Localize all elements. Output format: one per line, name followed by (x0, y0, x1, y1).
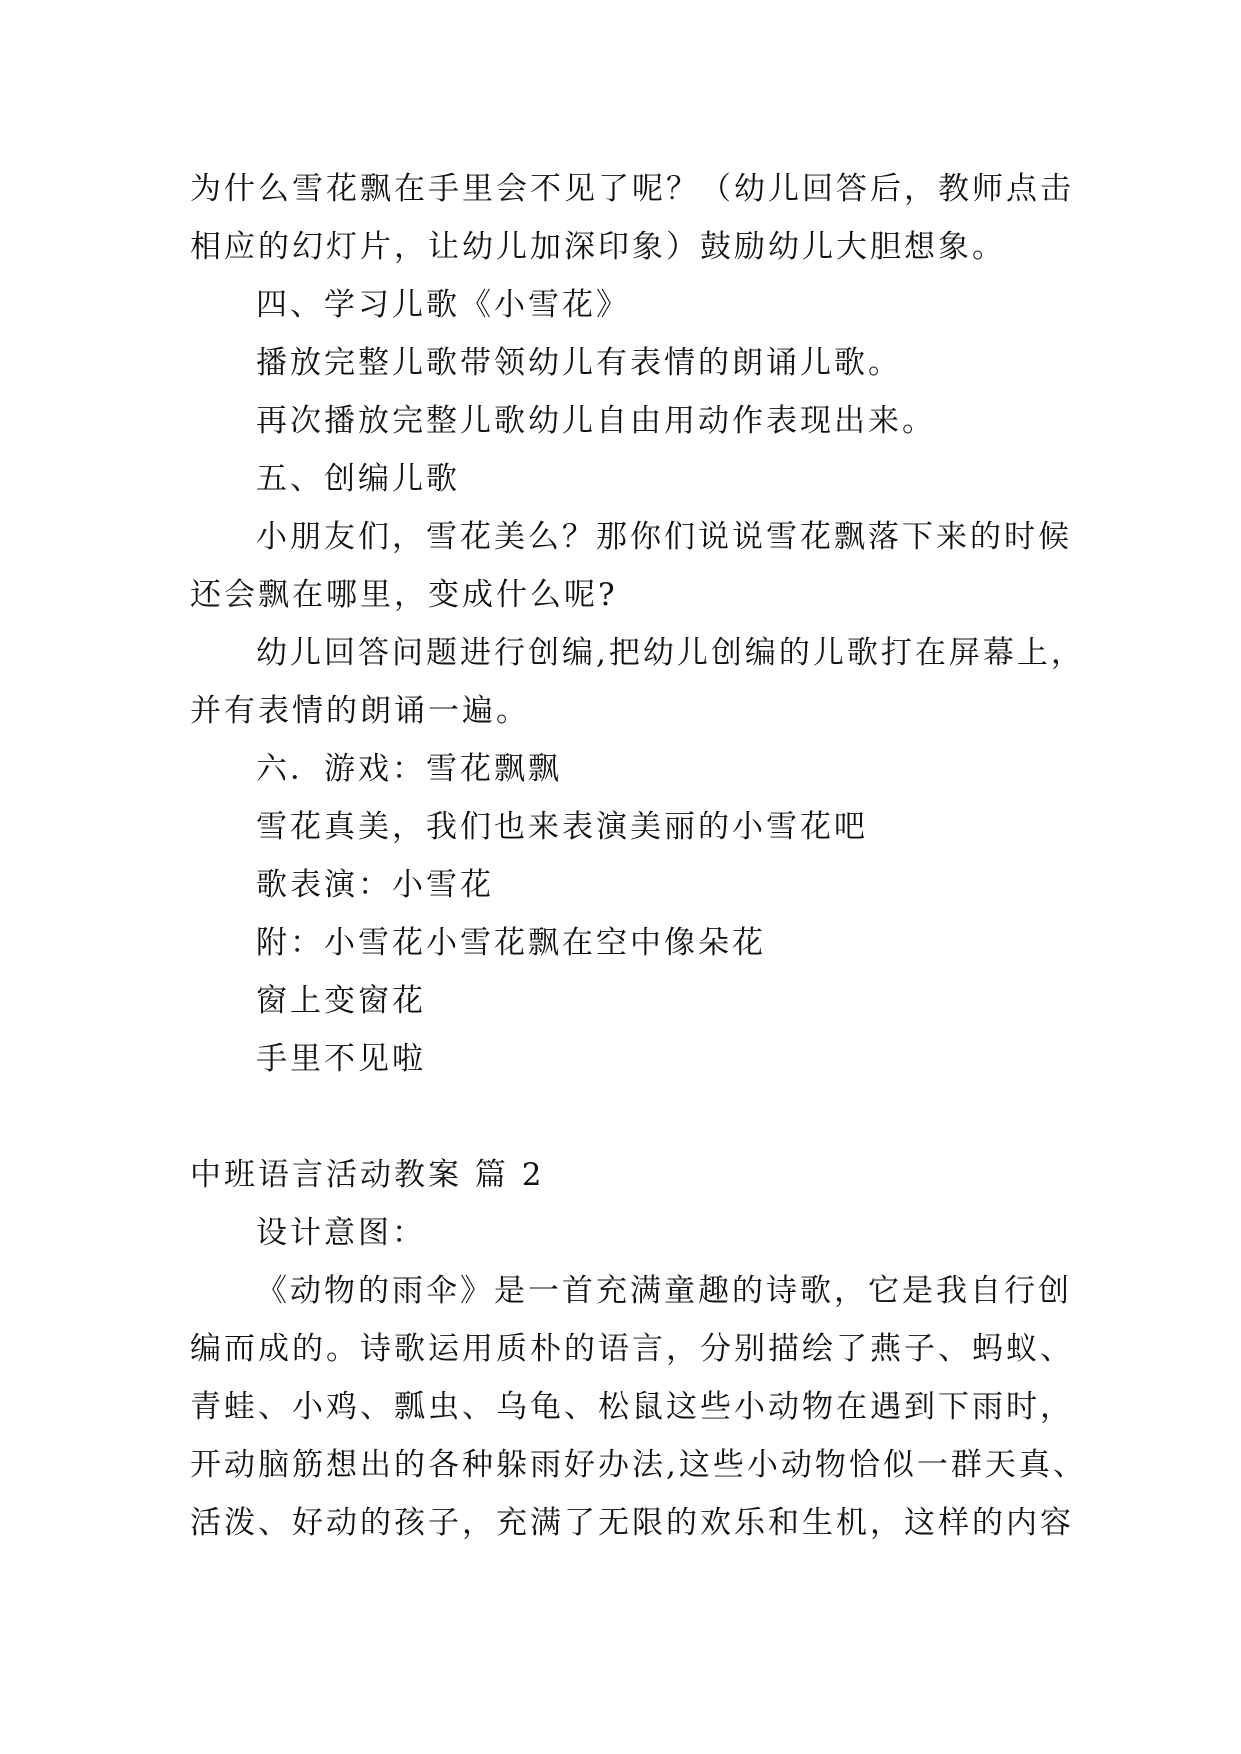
lesson-plan-heading: 中班语言活动教案 篇 2 (190, 1157, 545, 1193)
song-lyric-line: 手里不见啦 (256, 1041, 426, 1077)
section-heading-six: 六．游戏：雪花飘飘 (256, 751, 562, 787)
paragraph-line: 《动物的雨伞》是一首充满童趣的诗歌，它是我自行创 (256, 1273, 1072, 1309)
section-gap (190, 1088, 1070, 1146)
section-heading-five: 五、创编儿歌 (256, 461, 460, 497)
song-lyric-line: 窗上变窗花 (256, 983, 426, 1019)
paragraph-line: 小朋友们，雪花美么？那你们说说雪花飘落下来的时候 (256, 519, 1072, 555)
paragraph-line: 播放完整儿歌带领幼儿有表情的朗诵儿歌。 (256, 345, 902, 381)
paragraph-line: 再次播放完整儿歌幼儿自由用动作表现出来。 (256, 403, 936, 439)
subheading-design-intent: 设计意图： (256, 1215, 426, 1251)
paragraph-line: 幼儿回答问题进行创编,把幼儿创编的儿歌打在屏幕上， (256, 635, 1085, 671)
paragraph-line: 青蛙、小鸡、瓢虫、乌龟、松鼠这些小动物在遇到下雨时， (190, 1389, 1074, 1425)
paragraph-line: 为什么雪花飘在手里会不见了呢？（幼儿回答后，教师点击 (190, 171, 1074, 207)
paragraph-line: 歌表演：小雪花 (256, 867, 494, 903)
paragraph-line: 活泼、好动的孩子，充满了无限的欢乐和生机，这样的内容 (190, 1505, 1074, 1541)
document-body (190, 160, 1087, 1552)
paragraph-line: 还会飘在哪里，变成什么呢? (190, 577, 618, 613)
section-heading-four: 四、学习儿歌《小雪花》 (256, 287, 630, 323)
song-lyric-line: 附：小雪花小雪花飘在空中像朵花 (256, 925, 766, 961)
paragraph-line: 编而成的。诗歌运用质朴的语言，分别描绘了燕子、蚂蚁、 (190, 1331, 1074, 1367)
paragraph-line: 开动脑筋想出的各种躲雨好办法,这些小动物恰似一群天真、 (190, 1447, 1087, 1483)
paragraph-line: 雪花真美，我们也来表演美丽的小雪花吧 (256, 809, 868, 845)
paragraph-line: 相应的幻灯片，让幼儿加深印象）鼓励幼儿大胆想象。 (190, 229, 1006, 265)
paragraph-line: 并有表情的朗诵一遍。 (190, 693, 530, 729)
